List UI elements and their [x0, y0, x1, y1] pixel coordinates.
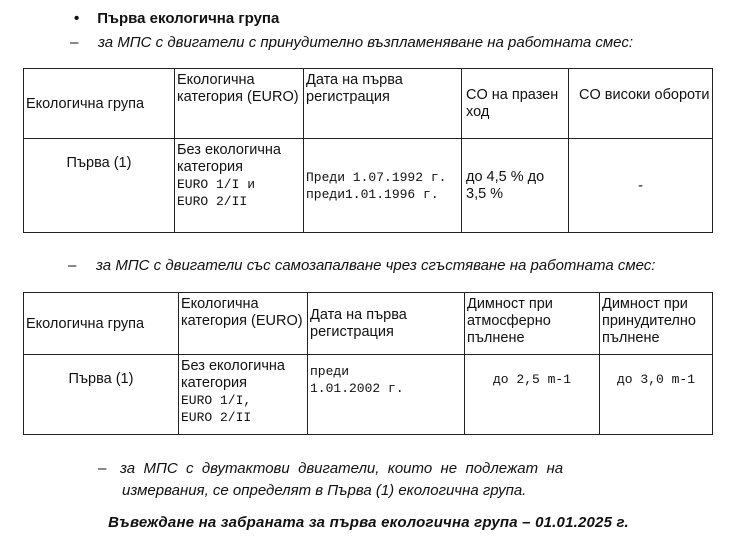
cell-category	[179, 355, 308, 435]
section-heading	[74, 10, 279, 27]
two-stroke-note	[100, 458, 563, 502]
category-line: Без екологична	[177, 142, 281, 158]
category-line: категория	[181, 375, 248, 391]
header-category: Екологична категория (EURO)	[175, 69, 304, 139]
cell-co-high: -	[569, 139, 713, 233]
ban-date-statement: Въвеждане на забраната за първа екологична група – 01.01.2025 г.	[108, 514, 629, 531]
header-smoke-forced: Димност при принудително пълнене	[600, 293, 713, 355]
category-line: EURO 2/II	[177, 194, 248, 209]
cell-smoke-forced: до 3,0 m-1	[600, 355, 713, 435]
table-header-row	[24, 293, 713, 355]
table-header-row	[24, 69, 713, 139]
header-co-idle: CO на празен ход	[462, 69, 569, 139]
cell-group: Първа (1)	[24, 139, 175, 233]
cell-date	[308, 355, 465, 435]
category-line: EURO 2/II	[181, 410, 252, 425]
date-line: Преди 1.07.1992 г.	[306, 170, 447, 185]
table-row	[24, 139, 713, 233]
date-line: 1.01.2002 г.	[310, 381, 404, 396]
bullet: •	[74, 10, 80, 27]
dash: –	[68, 257, 77, 274]
note-line-2: измервания, се определят в Първа (1) екологична група.	[122, 482, 527, 499]
cell-co-idle	[462, 139, 569, 233]
heading-text: Първа екологична група	[97, 10, 280, 27]
section2-intro	[68, 257, 655, 274]
note-line-1	[100, 458, 563, 480]
header-smoke-atm: Димност при атмосферно пълнене	[465, 293, 600, 355]
section1-intro	[70, 34, 633, 51]
header-group: Екологична група	[24, 293, 179, 355]
category-line: EURO 1/I,	[181, 393, 252, 408]
co-idle-line: 3,5 %	[466, 186, 504, 202]
category-line: категория	[177, 159, 244, 175]
date-line: преди	[310, 364, 350, 379]
header-date: Дата на първа регистрация	[308, 293, 465, 355]
dash: –	[70, 34, 79, 51]
category-line: EURO 1/I и	[177, 177, 256, 192]
cell-category	[175, 139, 304, 233]
cell-date	[304, 139, 462, 233]
date-line: преди1.01.1996 г.	[306, 187, 439, 202]
section1-intro-text: за МПС с двигатели с принудително възпламеняване на работната смес:	[98, 34, 634, 51]
header-date: Дата на първа регистрация	[304, 69, 462, 139]
section2-intro-text: за МПС с двигатели със самозапалване чрез сгъстяване на работната смес:	[96, 257, 656, 274]
table-diesel	[23, 292, 713, 435]
dash: –	[98, 460, 107, 477]
co-idle-line: до 4,5 % до	[466, 169, 545, 185]
cell-smoke-atm: до 2,5 m-1	[465, 355, 600, 435]
table-row	[24, 355, 713, 435]
note-text-1: за МПС с двутактови двигатели, които не подлежат на	[120, 460, 564, 477]
header-category: Екологична категория (EURO)	[179, 293, 308, 355]
header-group: Екологична група	[24, 69, 175, 139]
cell-group: Първа (1)	[24, 355, 179, 435]
table-petrol	[23, 68, 713, 233]
header-co-high: CO високи обороти	[569, 69, 713, 139]
category-line: Без екологична	[181, 358, 285, 374]
